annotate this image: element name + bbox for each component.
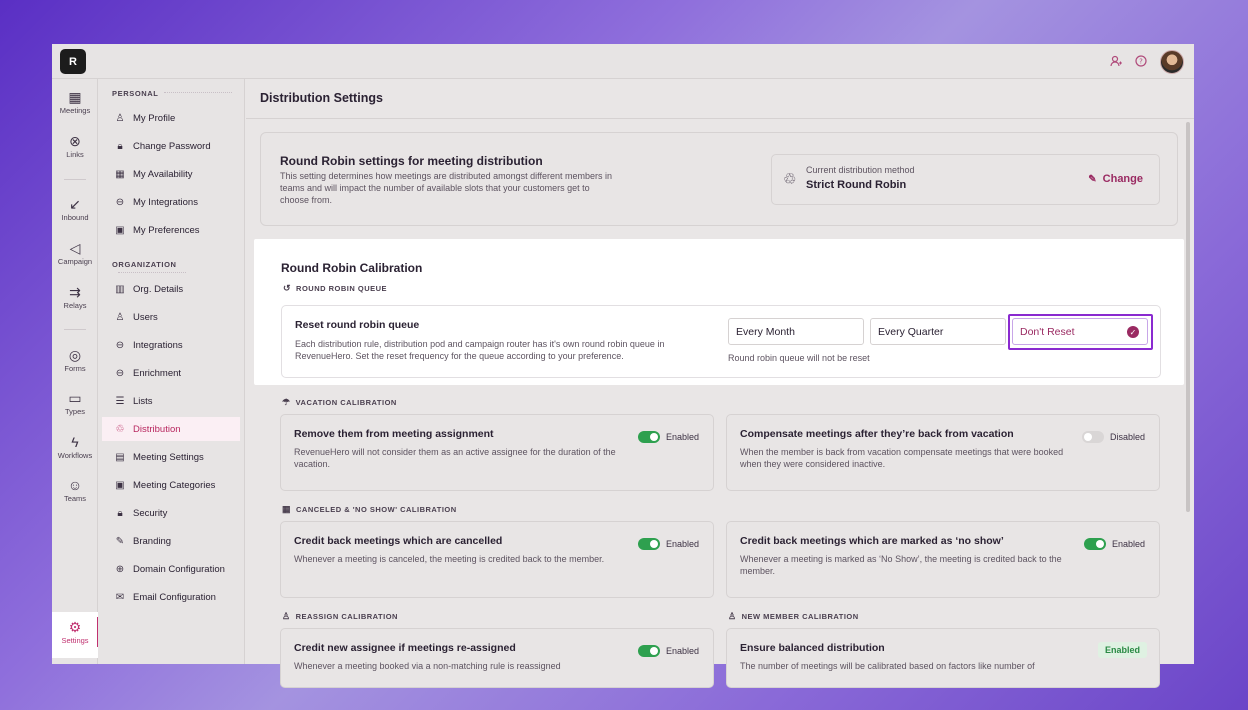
user-plus-icon: ♙ bbox=[728, 611, 737, 621]
enrichment-icon: ⊖ bbox=[115, 367, 125, 379]
sidebar-item-branding[interactable] bbox=[102, 529, 240, 553]
card-desc: Whenever a meeting is canceled, the meeting is credited back to the member. bbox=[294, 554, 605, 564]
plug-icon: ⊖ bbox=[115, 339, 125, 351]
vacation-compensate-card bbox=[726, 414, 1160, 491]
noshow-credit-toggle[interactable] bbox=[1084, 538, 1106, 550]
sidebar-item-domain-configuration[interactable] bbox=[102, 557, 240, 581]
rail-workflows[interactable] bbox=[52, 434, 98, 460]
svg-text:?: ? bbox=[1139, 57, 1143, 66]
types-icon: ▭ bbox=[68, 390, 82, 406]
balanced-distribution-card bbox=[726, 628, 1160, 688]
avatar[interactable] bbox=[1160, 50, 1184, 74]
sidebar-item-enrichment[interactable] bbox=[102, 361, 240, 385]
sidebar-item-label: Lists bbox=[133, 395, 153, 407]
scrollbar[interactable] bbox=[1186, 122, 1190, 512]
rail-label: Forms bbox=[64, 364, 86, 373]
round-robin-settings-card bbox=[260, 132, 1178, 226]
vacation-remove-card bbox=[280, 414, 714, 491]
reset-queue-desc: Each distribution rule, distribution pod and campaign router has it's own round robin queue in RevenueHero. Set the reset frequency for the queue according to your preference. bbox=[295, 339, 665, 361]
inbound-icon: ↙ bbox=[69, 196, 81, 212]
organization-heading: ORGANIZATION bbox=[112, 260, 244, 278]
pencil-icon: ✎ bbox=[1088, 173, 1097, 185]
option-dont-reset[interactable] bbox=[1012, 318, 1148, 345]
sidebar-item-label: Branding bbox=[133, 535, 172, 547]
relay-icon: ⇉ bbox=[69, 284, 81, 300]
reset-queue-box bbox=[281, 305, 1161, 378]
umbrella-icon: ☂ bbox=[282, 397, 291, 407]
rail-label: Teams bbox=[63, 494, 87, 503]
newmember-heading-label: NEW MEMBER CALIBRATION bbox=[741, 612, 859, 621]
sidebar-item-label: Org. Details bbox=[133, 283, 184, 295]
sidebar-item-label: Change Password bbox=[133, 140, 211, 152]
rail-divider bbox=[64, 329, 86, 330]
calendar-x-icon: ▦ bbox=[282, 504, 292, 514]
reassign-credit-toggle[interactable] bbox=[638, 645, 660, 657]
toggle-status: Disabled bbox=[1110, 432, 1146, 442]
current-method-label: Current distribution method bbox=[806, 165, 915, 175]
app-logo[interactable] bbox=[60, 49, 86, 74]
rail-inbound[interactable] bbox=[52, 196, 98, 222]
distribution-icon: ♲ bbox=[783, 171, 797, 188]
user-icon[interactable] bbox=[1108, 53, 1124, 69]
toggle-status: Enabled bbox=[666, 646, 700, 656]
calibration-title: Round Robin Calibration bbox=[281, 261, 423, 275]
card-title: Ensure balanced distribution bbox=[740, 642, 885, 654]
sidebar-item-my-integrations[interactable] bbox=[102, 190, 240, 214]
card-title: Compensate meetings after they’re back from vacation bbox=[740, 428, 1014, 440]
page-title: Distribution Settings bbox=[260, 91, 383, 105]
reassign-heading-label: REASSIGN CALIBRATION bbox=[295, 612, 398, 621]
card-title: Credit back meetings which are cancelled bbox=[294, 535, 503, 547]
user-icon: ♙ bbox=[115, 112, 125, 124]
check-icon: ✓ bbox=[1127, 326, 1139, 338]
megaphone-icon: ◁ bbox=[69, 240, 81, 256]
rail-forms[interactable] bbox=[52, 347, 98, 373]
card-desc: When the member is back from vacation compensate meetings that were booked when they were considered inactive. bbox=[740, 447, 1064, 469]
reassign-credit-card bbox=[280, 628, 714, 688]
app-window bbox=[52, 44, 1194, 671]
sidebar-item-my-profile[interactable] bbox=[102, 106, 240, 130]
users-icon: ♙ bbox=[115, 311, 125, 323]
toggle-status: Enabled bbox=[1112, 539, 1146, 549]
option-every-quarter[interactable] bbox=[870, 318, 1006, 345]
personal-heading: PERSONAL bbox=[112, 89, 232, 98]
rail-label: Inbound bbox=[61, 213, 89, 222]
reset-queue-title: Reset round robin queue bbox=[295, 319, 420, 331]
bolt-icon: ϟ bbox=[71, 434, 79, 450]
gear-icon: ⚙ bbox=[68, 619, 82, 635]
teams-icon: ☺ bbox=[67, 477, 83, 493]
noshow-credit-card bbox=[726, 521, 1160, 598]
rr-queue-heading bbox=[283, 283, 387, 294]
building-icon: ▥ bbox=[115, 283, 125, 295]
sidebar-item-label: My Availability bbox=[133, 168, 193, 180]
sidebar-item-label: My Profile bbox=[133, 112, 176, 124]
card-desc: Whenever a meeting is marked as ‘No Show’, the meeting is credited back to the member. bbox=[740, 554, 1062, 576]
main-content bbox=[246, 79, 1194, 671]
reset-hint: Round robin queue will not be reset bbox=[728, 353, 870, 363]
list-icon: ☰ bbox=[115, 395, 125, 407]
rr-queue-heading-label: ROUND ROBIN QUEUE bbox=[296, 284, 388, 293]
newmember-heading bbox=[728, 611, 859, 622]
card-title: Credit back meetings which are marked as ‘no show’ bbox=[740, 535, 1004, 547]
sidebar-item-org-details[interactable] bbox=[102, 277, 240, 301]
top-bar bbox=[52, 44, 1194, 79]
sidebar-item-integrations[interactable] bbox=[102, 333, 240, 357]
rail-label: Campaign bbox=[57, 257, 93, 266]
rail-campaign[interactable] bbox=[52, 240, 98, 266]
toggle-status: Enabled bbox=[666, 432, 700, 442]
sidebar-item-users[interactable] bbox=[102, 305, 240, 329]
rail-meetings[interactable] bbox=[52, 89, 98, 115]
rail-label: Settings bbox=[61, 636, 89, 645]
card-title: Credit new assignee if meetings re-assigned bbox=[294, 642, 516, 654]
history-icon: ↺ bbox=[283, 283, 292, 293]
rr-settings-title: Round Robin settings for meeting distribution bbox=[280, 154, 543, 168]
option-label: Every Quarter bbox=[878, 325, 944, 338]
icon-rail bbox=[52, 79, 98, 664]
rail-types[interactable] bbox=[52, 390, 98, 416]
vacation-remove-toggle[interactable] bbox=[638, 431, 660, 443]
lock-icon: 🔒︎ bbox=[117, 507, 123, 519]
rail-label: Types bbox=[64, 407, 85, 416]
preferences-icon: ▣ bbox=[115, 224, 125, 236]
rail-relays[interactable] bbox=[52, 284, 98, 310]
rr-settings-desc: This setting determines how meetings are distributed amongst different members in teams and will impact the number of available slots that your customers get to choose from. bbox=[280, 171, 612, 205]
rail-label: Links bbox=[66, 150, 84, 159]
sidebar-item-label: Integrations bbox=[133, 339, 183, 351]
sidebar-item-my-preferences[interactable] bbox=[102, 218, 240, 242]
calendar-icon: ▦ bbox=[115, 168, 125, 180]
rail-links[interactable] bbox=[52, 133, 98, 159]
sidebar-item-lists[interactable] bbox=[102, 389, 240, 413]
sidebar-item-label: Users bbox=[133, 311, 158, 323]
sidebar-item-my-availability[interactable] bbox=[102, 162, 240, 186]
vacation-heading-label: VACATION CALIBRATION bbox=[295, 398, 397, 407]
cancel-heading-label: CANCELED & 'NO SHOW' CALIBRATION bbox=[296, 505, 457, 514]
sidebar-item-change-password[interactable] bbox=[102, 134, 240, 158]
card-desc: Whenever a meeting booked via a non-matching rule is reassigned bbox=[294, 661, 561, 671]
option-label: Don't Reset bbox=[1020, 325, 1075, 338]
mail-icon: ✉ bbox=[115, 591, 125, 603]
rail-settings[interactable] bbox=[52, 612, 98, 658]
card-title: Remove them from meeting assignment bbox=[294, 428, 494, 440]
calendar-icon: ▦ bbox=[68, 89, 82, 105]
cancel-credit-toggle[interactable] bbox=[638, 538, 660, 550]
rail-label: Meetings bbox=[59, 106, 91, 115]
sidebar-item-label: My Preferences bbox=[133, 224, 200, 236]
cancel-heading bbox=[282, 504, 457, 515]
settings-sidebar bbox=[98, 79, 245, 664]
sidebar-item-label: Meeting Settings bbox=[133, 451, 204, 463]
vacation-heading bbox=[282, 397, 397, 408]
rail-label: Relays bbox=[63, 301, 87, 310]
meeting-settings-icon: ▤ bbox=[115, 451, 125, 463]
sidebar-item-email-configuration[interactable] bbox=[102, 585, 240, 609]
folder-icon: ▣ bbox=[115, 479, 125, 491]
current-method-value: Strict Round Robin bbox=[806, 179, 907, 191]
sidebar-item-label: Meeting Categories bbox=[133, 479, 216, 491]
lock-icon: 🔒︎ bbox=[117, 140, 123, 152]
sidebar-item-meeting-settings[interactable] bbox=[102, 445, 240, 469]
plug-icon: ⊖ bbox=[115, 196, 125, 208]
sidebar-item-security[interactable] bbox=[102, 501, 240, 525]
option-label: Every Month bbox=[736, 325, 795, 338]
header-divider bbox=[246, 118, 1194, 119]
rail-label: Workflows bbox=[57, 451, 93, 460]
sidebar-item-label: Domain Configuration bbox=[133, 563, 225, 575]
sidebar-item-label: My Integrations bbox=[133, 196, 198, 208]
card-desc: RevenueHero will not consider them as an active assignee for the duration of the vacation. bbox=[294, 447, 616, 469]
sidebar-item-label: Enrichment bbox=[133, 367, 182, 379]
option-every-month[interactable] bbox=[728, 318, 864, 345]
logo-text: R bbox=[69, 55, 77, 68]
globe-icon: ⊕ bbox=[115, 563, 125, 575]
toggle-status: Enabled bbox=[666, 539, 700, 549]
sidebar-item-distribution[interactable] bbox=[102, 417, 240, 441]
help-icon[interactable] bbox=[1133, 53, 1149, 69]
link-icon: ⊗ bbox=[69, 133, 81, 149]
round-robin-calibration-card bbox=[254, 239, 1184, 385]
rail-teams[interactable] bbox=[52, 477, 98, 503]
reassign-icon: ♙ bbox=[282, 611, 291, 621]
change-label: Change bbox=[1102, 173, 1143, 185]
sidebar-item-meeting-categories[interactable] bbox=[102, 473, 240, 497]
reassign-heading bbox=[282, 611, 398, 622]
sidebar-item-label: Email Configuration bbox=[133, 591, 216, 603]
distribution-icon: ♲ bbox=[115, 423, 125, 435]
sidebar-item-label: Distribution bbox=[133, 423, 181, 435]
rail-divider bbox=[64, 179, 86, 180]
status-badge: Enabled bbox=[1098, 642, 1147, 658]
current-method-box bbox=[771, 154, 1160, 205]
change-button[interactable] bbox=[1088, 173, 1143, 185]
cancel-credit-card bbox=[280, 521, 714, 598]
card-desc: The number of meetings will be calibrated based on factors like number of bbox=[740, 661, 1035, 671]
forms-icon: ◎ bbox=[68, 347, 82, 363]
sidebar-item-label: Security bbox=[133, 507, 168, 519]
vacation-compensate-toggle[interactable] bbox=[1082, 431, 1104, 443]
brush-icon: ✎ bbox=[115, 535, 125, 547]
